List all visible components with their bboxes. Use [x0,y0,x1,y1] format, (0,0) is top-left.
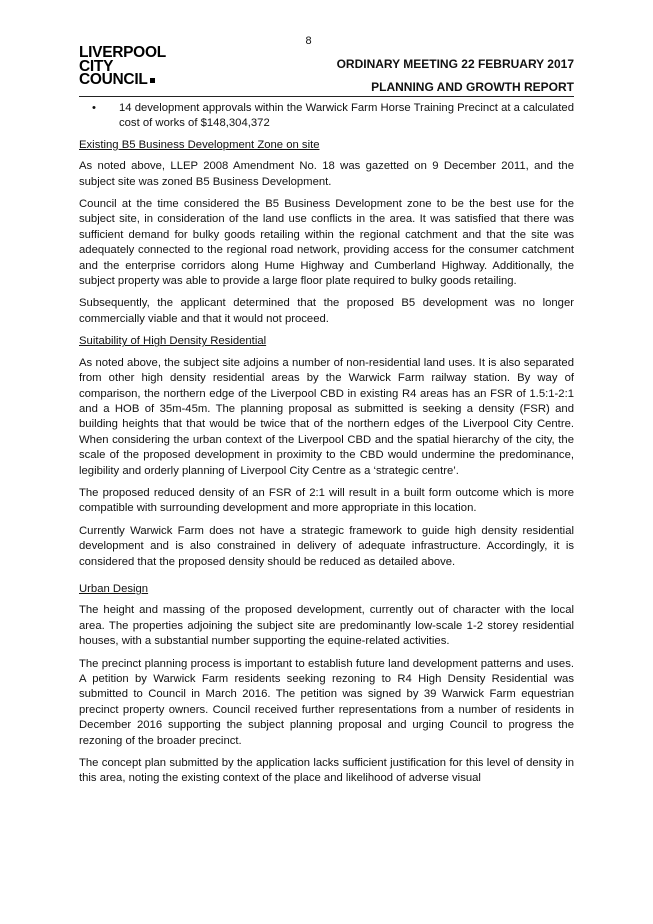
logo-dot-icon [150,78,155,83]
list-item [79,101,574,132]
header-divider [79,96,574,97]
logo-line-liverpool: LIVERPOOL [79,44,166,61]
paragraph: The height and massing of the proposed development, currently out of character with the local area. The properties adjoining the subject site are predominantly low-scale 1-2 storey residential houses, with a substantial number supporting the equine-related activities. [79,604,574,648]
section-heading-residential: Suitability of High Density Residential [79,335,267,348]
bullet-text: 14 development approvals within the Warwick Farm Horse Training Precinct at a calculated cost of works of $148,304,372 [119,102,574,130]
paragraph: Currently Warwick Farm does not have a strategic framework to guide high density residential development and is also constrained in delivery of adequate infrastructure. Accordingly, it is considered that the proposed density should be reduced as detailed above. [79,524,574,568]
paragraph: The proposed reduced density of an FSR of 2:1 will result in a built form outcome which is more compatible with surrounding development and more appropriate in this location. [79,486,574,515]
report-title: PLANNING AND GROWTH REPORT [371,80,574,94]
page-number: 8 [305,35,312,47]
section-heading-b5: Existing B5 Business Development Zone on site [79,138,320,151]
paragraph: The concept plan submitted by the application lacks sufficient justification for this level of density in this area, noting the existing context of the place and likelihood of adverse visual [79,757,574,785]
meeting-title: ORDINARY MEETING 22 FEBRUARY 2017 [336,57,574,71]
council-logo [79,46,166,87]
logo-line-council: COUNCIL [79,71,148,88]
paragraph: Subsequently, the applicant determined that the proposed B5 development was no longer commercially viable and that it would not proceed. [79,297,574,325]
report-body [79,101,574,794]
paragraph: As noted above, LLEP 2008 Amendment No. 18 was gazetted on 9 December 2011, and the subject site was zoned B5 Business Development. [79,160,574,188]
paragraph: The precinct planning process is important to establish future land development patterns and uses. A petition by Warwick Farm residents seeking rezoning to R4 High Density Residential was submitted to Council in March 2016. The petition was signed by 39 Warwick Farm equestrian precinct property owners. Council received further representations from a number of residents in December 2016 supporting the subject planning proposal and urging Council to progress the rezoning of the broader precinct. [79,657,574,747]
logo-line-city: CITY [79,57,114,75]
paragraph: As noted above, the subject site adjoins a number of non-residential land uses. It is also separated from other high density residential areas by the Warwick Farm railway station. By way of comparison, the northern edge of the Liverpool CBD in existing R4 areas has an FSR of 1.5:1-2:1 and a HOB of 35m-45m. The planning proposal as submitted is seeking a density (FSR) and building heights that that would be twice that of the northern edges of the Liverpool City Centre. When considering the urban context of the Liverpool CBD and the spatial hierarchy of the city, the scale of the proposed development in proximity to the CBD would undermine the predominance, legibility and orderly planning of Liverpool City Centre as a ‘strategic centre’. [79,356,574,477]
logo-line-council-row [79,73,166,87]
section-heading-urban-design: Urban Design [79,582,149,595]
paragraph: Council at the time considered the B5 Business Development zone to be the best use for the subject site, in consideration of the land use conflicts in the area. It was satisfied that there was sufficient demand for bulky goods retailing within the regional catchment and that the site was adequately connected to the regional road network, providing access for the consumer catchment and the enterprise corridors along Hume Highway and Cumberland Highway. Additionally, the subject property was able to provide a large floor plate required to bulky goods retailing. [79,198,574,288]
bullet-icon: • [92,102,96,114]
